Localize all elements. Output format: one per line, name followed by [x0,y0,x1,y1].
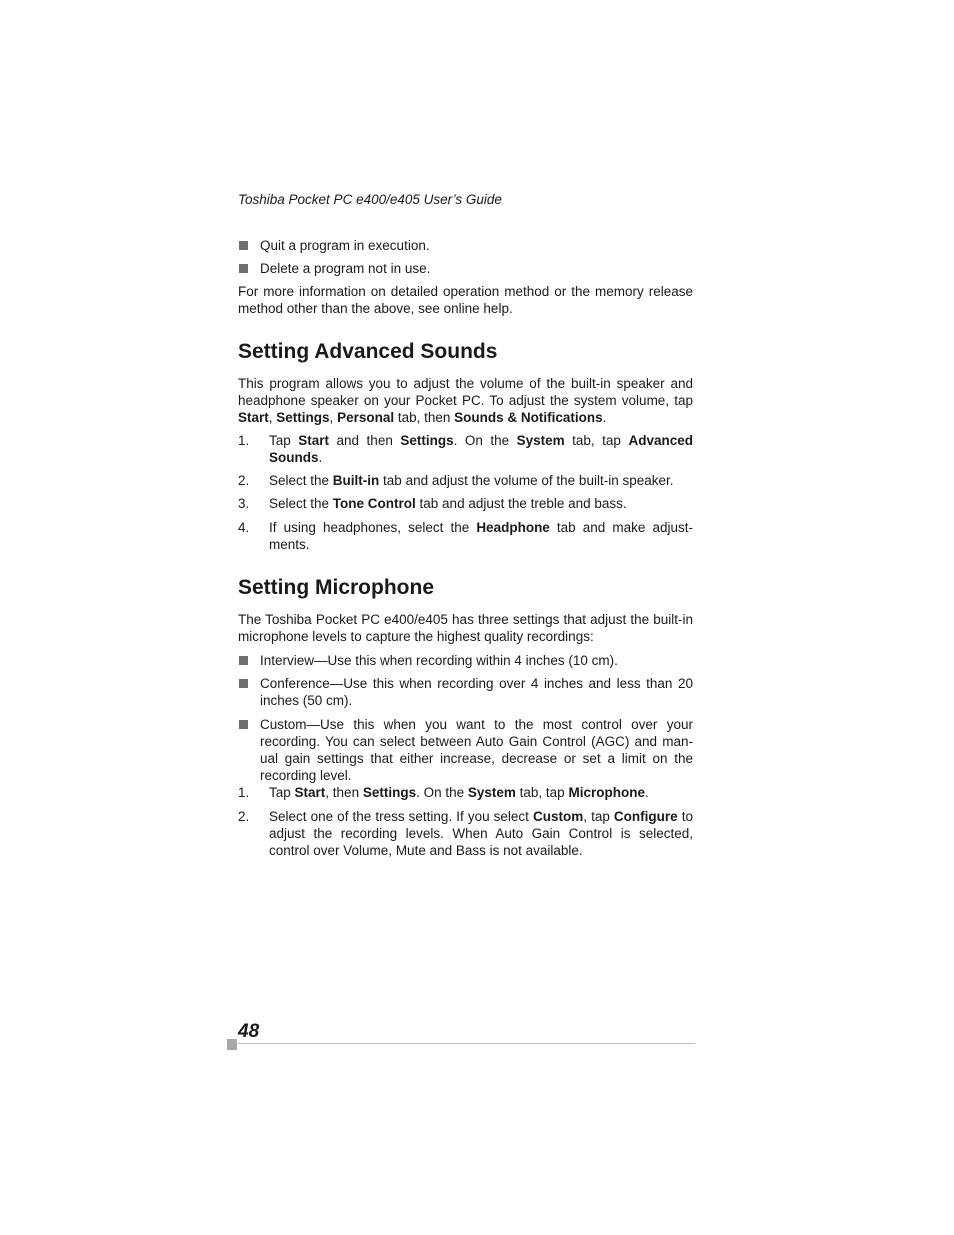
footer-square-mark [227,1039,237,1050]
numbered-step: 2. Select the Built-in tab and adjust the volume of the built-in speaker. [238,473,674,488]
list-item: Delete a program not in use. [238,260,693,277]
list-item: Quit a program in execution. [238,237,693,254]
list-item: Conference—Use this when recording over 4 inches and less than 20 inches (50 cm). [238,675,693,709]
footer-rule [238,1043,695,1044]
numbered-step: 4. If using headphones, select the Headphone tab and make adjust-ments. [238,520,693,552]
running-header: Toshiba Pocket PC e400/e405 User’s Guide [238,192,502,207]
page-number: 48 [238,1021,260,1042]
numbered-step: 3. Select the Tone Control tab and adjust the treble and bass. [238,496,627,511]
list-item: Custom—Use this when you want to the most control over your recording. You can select between Auto Gain Control (AGC) and man-ual gain settings that either increase, decrease or set a limit on the recording level. [238,716,693,784]
section-heading: Setting Advanced Sounds [238,340,498,363]
section-heading: Setting Microphone [238,576,434,599]
page-content [238,237,693,859]
paragraph: For more information on detailed operation method or the memory release method other than the above, see online help. [238,284,693,316]
list-item: Interview—Use this when recording within 4 inches (10 cm). [238,652,693,669]
numbered-step: 1. Tap Start, then Settings. On the System tab, tap Microphone. [238,785,649,800]
paragraph: The Toshiba Pocket PC e400/e405 has three settings that adjust the built-in microphone levels to capture the highest quality recordings: [238,612,693,644]
numbered-step: 1. Tap Start and then Settings. On the System tab, tap Advanced Sounds. [238,433,693,465]
paragraph: This program allows you to adjust the volume of the built-in speaker and headphone speaker on your Pocket PC. To adjust the system volume, tap Start, Settings, Personal tab, then Sounds & Notifications. [238,376,693,425]
numbered-step: 2. Select one of the tress setting. If you select Custom, tap Configure to adjust the recording levels. When Auto Gain Control is selected, control over Volume, Mute and Bass is not available. [238,809,693,858]
